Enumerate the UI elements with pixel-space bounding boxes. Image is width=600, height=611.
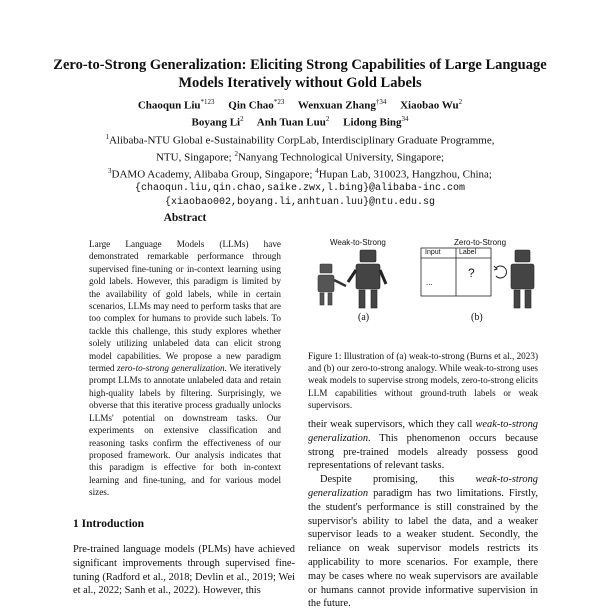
author-name: Lidong Bing (343, 116, 402, 129)
author-line-2: Boyang Li$^2$ Anh Tuan Luu$^2$ Lidong Bing$^{34}$ (191, 115, 409, 129)
abstract-heading: Abstract (163, 212, 207, 224)
abstract-body: Large Language Models (LLMs) have demonstrated remarkable performance through supervised fine-tuning or in-context learning using gold labels. However, this paradigm is limited by the availability of gold labels, while in certain scenarios, LLMs may need to perform tasks that are too complex for humans to provide such labels. To tackle this challenge, this study explores whether solely utilizing unlabeled data can elicit strong model capabilities. We propose a new paradigm termed zero-to-strong generalization. We iteratively prompt LLMs to annotate unlabeled data and retain high-quality labels by filtering. Surprisingly, we obverse that this iterative process gradually unlocks LLMs' potential on downstream tasks. Our experiments on extensive classification and reasoning tasks confirm the effectiveness of our proposed framework. Our analysis indicates that this paradigm is effective for both in-context learning and fine-tuning, and for various model sizes. (89, 239, 281, 498)
author-name: Xiaobao Wu (400, 99, 459, 112)
right-column-text (308, 418, 538, 611)
subfigure-a-label: (a) (358, 312, 370, 323)
author-line-1: Chaoqun Liu$^{*123}$ Qin Chao$^{*23}$ Wenxuan Zhang$^{\dagger 34}$ Xiaobao Wu$^2$ (137, 98, 463, 112)
strong-robot-icon (348, 250, 386, 308)
subfigure-b-label: (b) (471, 312, 483, 323)
zero-to-strong-label: Zero-to-Strong (454, 238, 507, 247)
table-question-mark: ? (468, 266, 475, 280)
weak-to-strong-label: Weak-to-Strong (330, 238, 386, 247)
author-name: Wenxuan Zhang (297, 99, 376, 112)
figure-1 (308, 238, 540, 336)
email-line-2[interactable]: {xiaobao002,boyang.li,anhtuan.luu}@ntu.edu.sg (164, 196, 436, 208)
figure-illustration (308, 238, 540, 336)
iteration-icon (494, 266, 506, 278)
paragraph: their weak supervisors, which they call weak-to-strong generalization. This phenomenon occurs because strong pre-trained models already possess good representations of relevant tasks. (308, 419, 538, 472)
author-name: Chaoqun Liu (137, 99, 201, 112)
table-col-input: Input (425, 249, 441, 256)
author-name: Qin Chao (228, 99, 274, 112)
introduction-text: Pre-trained language models (PLMs) have achieved significant improvements through supervised fine-tuning (Radford et al., 2018; Devlin et al., 2019; Wei et al., 2022; Sanh et al., 2022). However, this (73, 544, 295, 597)
section-heading-introduction: 1 Introduction (73, 518, 145, 530)
author-name: Anh Tuan Luu (256, 116, 326, 129)
weak-robot-icon (318, 264, 346, 305)
paragraph: Despite promising, this weak-to-strong generalization paradigm has two limitations. Firstly, the student's performance is still constrained by the supervisor's ability to label the data, and a weaker supervisor leads to a weaker student. Secondly, the reliance on weak supervisor models restricts its applicability to more scenarios. For example, there may be cases where no weak supervisors are available or humans cannot provide informative supervision in the future. (308, 474, 538, 610)
figure-caption: Figure 1: Illustration of (a) weak-to-strong (Burns et al., 2023) and (b) our zero-to-strong analogy. While weak-to-strong uses weak models to supervise strong models, zero-to-strong elicits LLM capabilities without ground-truth labels or weak supervisors. (308, 351, 538, 410)
strong-robot-icon-b (511, 250, 534, 308)
email-line-1[interactable]: {chaoqun.liu,qin.chao,saike.zwx,l.bing}@alibaba-inc.com (134, 183, 466, 195)
affiliation-1: $^1$Alibaba-NTU Global e-Sustainability CorpLab, Interdisciplinary Graduate Programme, (105, 132, 495, 147)
paper-title: Zero-to-Strong Generalization: Eliciting Strong Capabilities of Large Language Models Iteratively without Gold Labels (53, 57, 547, 91)
affiliation-2: NTU, Singapore; $^2$Nanyang Technological University, Singapore; (155, 149, 445, 164)
table-col-label: Label (459, 249, 477, 256)
author-block (40, 96, 560, 209)
author-name: Boyang Li (191, 116, 241, 129)
table-ellipsis: ... (426, 278, 433, 287)
affiliation-3: $^3$DAMO Academy, Alibaba Group, Singapore; $^4$Hupan Lab, 310023, Hangzhou, China; (108, 167, 492, 181)
